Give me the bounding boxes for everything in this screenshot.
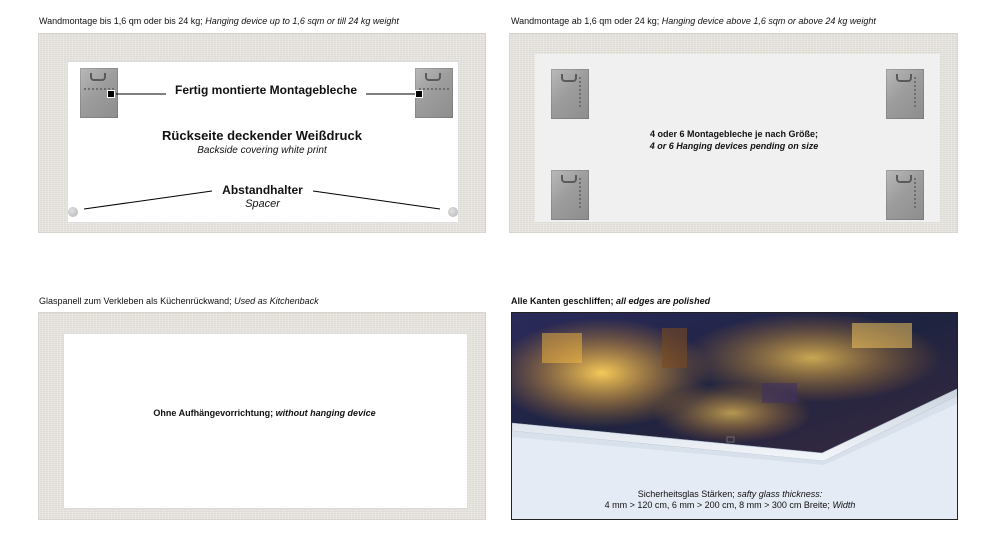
mounting-plate-icon <box>551 69 589 119</box>
mounting-plate-icon <box>886 69 924 119</box>
caption-italic: Hanging device up to 1,6 sqm or till 24 kg weight <box>205 16 399 26</box>
sizes-italic: Width <box>832 500 856 510</box>
thickness-regular: Sicherheitsglas Stärken; <box>637 489 738 499</box>
caption-italic: Hanging device above 1,6 sqm or above 24 kg weight <box>661 16 876 26</box>
mounting-plate-icon <box>551 170 589 220</box>
caption-italic: all edges are polished <box>616 296 711 306</box>
devices-label: 4 oder 6 Montagebleche je nach Größe; <box>649 129 819 139</box>
no-device-regular: Ohne Aufhängevorrichtung; <box>153 408 276 418</box>
caption-regular: Alle Kanten geschliffen; <box>511 296 617 306</box>
caption-polished-edges <box>511 296 710 307</box>
sizes-regular: 4 mm > 120 cm, 6 mm > 200 cm, 8 mm > 300 cm Breite; <box>604 500 833 510</box>
thickness-italic: safty glass thickness: <box>737 489 823 499</box>
spacer-label: Abstandhalter <box>222 183 303 197</box>
glass-thickness-label <box>575 489 885 500</box>
backside-label: Rückseite deckender Weißdruck <box>162 128 362 143</box>
glass-panel <box>64 334 467 508</box>
no-device-italic: without hanging device <box>275 408 376 418</box>
mounting-plates-label: Fertig montierte Montagebleche <box>174 83 358 97</box>
caption-kitchen-back <box>39 296 319 307</box>
caption-regular: Wandmontage bis 1,6 qm oder bis 24 kg; <box>39 16 206 26</box>
devices-label-en: 4 or 6 Hanging devices pending on size <box>649 141 819 151</box>
glass-sizes-label <box>575 500 885 511</box>
caption-regular: Glaspanell zum Verkleben als Küchenrückwand; <box>39 296 235 306</box>
backside-label-en: Backside covering white print <box>197 145 327 156</box>
caption-regular: Wandmontage ab 1,6 qm oder 24 kg; <box>511 16 662 26</box>
caption-italic: Used as Kitchenback <box>234 296 319 306</box>
no-device-label <box>63 408 466 418</box>
caption-wall-mount-large <box>511 16 876 27</box>
spacer-label-en: Spacer <box>245 198 280 210</box>
mounting-plate-icon <box>886 170 924 220</box>
